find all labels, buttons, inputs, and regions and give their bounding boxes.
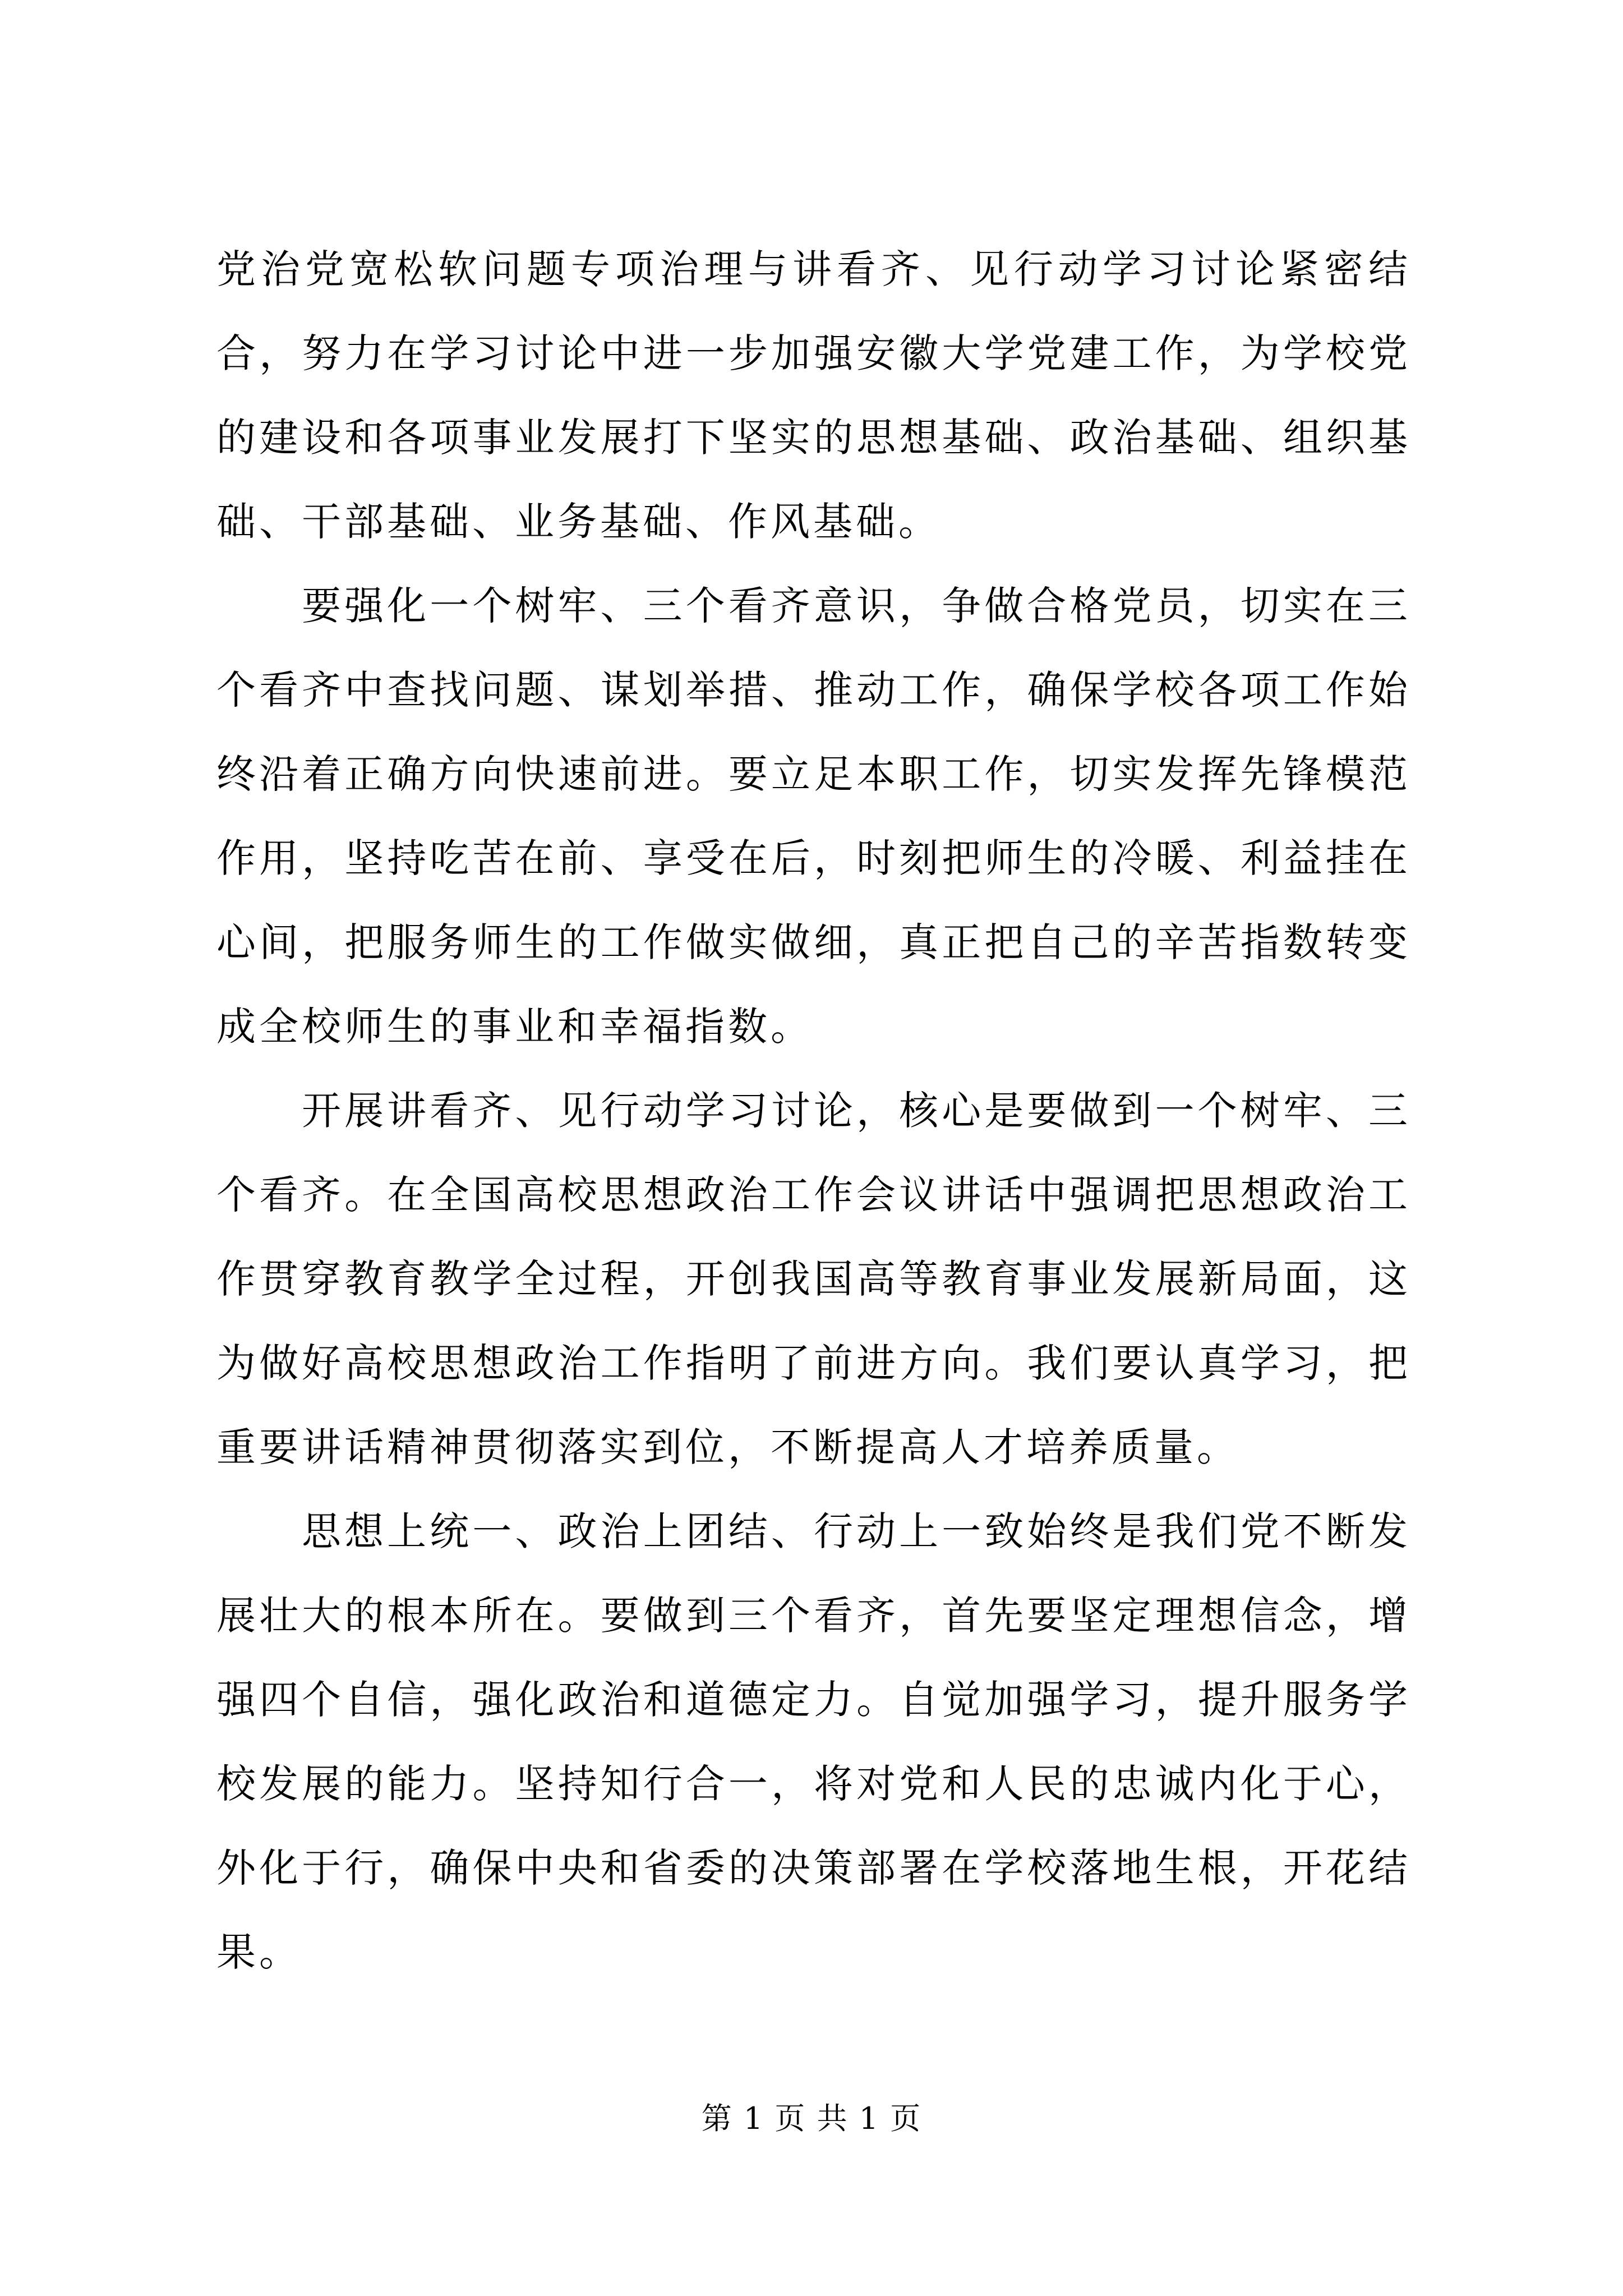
paragraph-1: 党治党宽松软问题专项治理与讲看齐、见行动学习讨论紧密结合，努力在学习讨论中进一步加强安徽大学党建工作，为学校党的建设和各项事业发展打下坚实的思想基础、政治基础、组织基础、干部基础、业务基础、作风基础。 bbox=[216, 246, 1411, 545]
document-body bbox=[216, 227, 1411, 1994]
page-number-footer: 第 1 页 共 1 页 bbox=[701, 2101, 922, 2136]
paragraph-4: 思想上统一、政治上团结、行动上一致始终是我们党不断发展壮大的根本所在。要做到三个看齐，首先要坚定理想信念，增强四个自信，强化政治和道德定力。自觉加强学习，提升服务学校发展的能力。坚持知行合一，将对党和人民的忠诚内化于心，外化于行，确保中央和省委的决策部署在学校落地生根，开花结果。 bbox=[216, 1508, 1411, 1975]
paragraph-2: 要强化一个树牢、三个看齐意识，争做合格党员，切实在三个看齐中查找问题、谋划举措、推动工作，确保学校各项工作始终沿着正确方向快速前进。要立足本职工作，切实发挥先锋模范作用，坚持吃苦在前、享受在后，时刻把师生的冷暖、利益挂在心间，把服务师生的工作做实做细，真正把自己的辛苦指数转变成全校师生的事业和幸福指数。 bbox=[216, 583, 1411, 1050]
paragraph-3: 开展讲看齐、见行动学习讨论，核心是要做到一个树牢、三个看齐。在全国高校思想政治工作会议讲话中强调把思想政治工作贯穿教育教学全过程，开创我国高等教育事业发展新局面，这为做好高校思想政治工作指明了前进方向。我们要认真学习，把重要讲话精神贯彻落实到位，不断提高人才培养质量。 bbox=[216, 1088, 1411, 1470]
